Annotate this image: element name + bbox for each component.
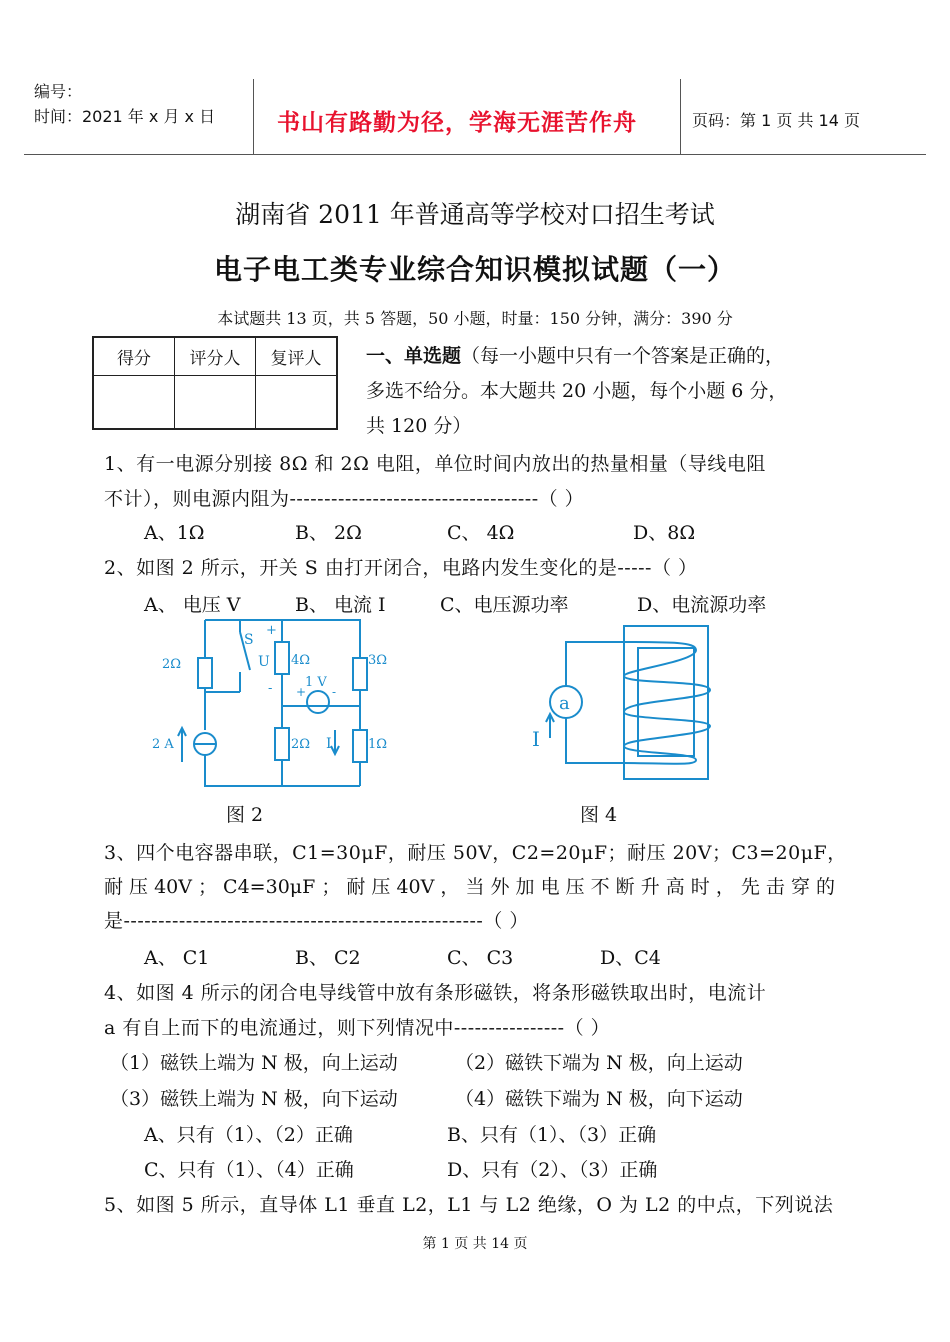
question-3-line3: 是----------------------------------------------------（ ） <box>104 910 529 932</box>
section1-title: 一、单选题 <box>366 345 462 367</box>
fig2-u-label: U <box>258 654 270 670</box>
question-1-line1: 1、有一电源分别接 8Ω 和 2Ω 电阻，单位时间内放出的热量相量（导线电阻 <box>104 453 766 475</box>
question-4-line1: 4、如图 4 所示的闭合电导线管中放有条形磁铁，将条形磁铁取出时，电流计 <box>104 982 767 1004</box>
exam-title-line2: 电子电工类专业综合知识模拟试题（一） <box>213 253 736 286</box>
motto: 书山有路勤为径，学海无涯苦作舟 <box>277 110 637 136</box>
q4-option-a[interactable]: A、只有（1）、（2）正确 <box>144 1124 353 1146</box>
time-label: 时间：2021 年 x 月 x 日 <box>34 107 216 126</box>
q3-option-b[interactable]: B、 C2 <box>295 947 361 969</box>
fig2-vsrc-minus: - <box>332 685 337 699</box>
fig2-isrc-label: 2 A <box>152 737 174 752</box>
fig2-minus-label: - <box>268 681 273 696</box>
q1-option-a[interactable]: A、1Ω <box>144 522 205 544</box>
header-bottom-rule <box>24 154 926 155</box>
fig2-r-mid-top-label: 4Ω <box>291 653 311 668</box>
reviewer-cell[interactable] <box>256 375 338 429</box>
score-table <box>92 336 338 430</box>
fig2-current-label: I <box>326 736 332 752</box>
fig2-r-mid-bot-label: 2Ω <box>291 737 311 752</box>
figure-4-solenoid <box>520 620 720 785</box>
figure-2-caption: 图 2 <box>226 804 264 826</box>
q3-option-c[interactable]: C、 C3 <box>447 947 514 969</box>
page-info: 页码：第 1 页 共 14 页 <box>692 111 860 130</box>
q2-option-b[interactable]: B、 电流 I <box>295 594 386 616</box>
q4-statement-3: （3）磁铁上端为 N 极，向下运动 <box>110 1088 398 1110</box>
question-3-line2: 耐 压 40V ； C4=30μF ； 耐 压 40V ， 当 外 加 电 压 不 断 升 高 时 ， 先 击 穿 的 <box>104 876 836 898</box>
header-divider-left <box>253 79 254 155</box>
fig2-r-right-bot-label: 1Ω <box>368 737 388 752</box>
q2-option-d[interactable]: D、电流源功率 <box>637 594 767 616</box>
q4-option-c[interactable]: C、只有（1）、（4）正确 <box>144 1159 354 1181</box>
figure-2-circuit <box>140 612 410 797</box>
section1-desc1: （每一小题中只有一个答案是正确的， <box>461 345 785 367</box>
grader-cell[interactable] <box>175 375 256 429</box>
q1-option-b[interactable]: B、 2Ω <box>295 522 362 544</box>
q4-statement-4: （4）磁铁下端为 N 极，向下运动 <box>455 1088 743 1110</box>
fig2-r-right-top-label: 3Ω <box>368 653 388 668</box>
header-divider-right <box>680 79 681 155</box>
serial-label: 编号： <box>34 82 83 101</box>
q4-statement-1: （1）磁铁上端为 N 极，向上运动 <box>110 1052 398 1074</box>
score-cell[interactable] <box>93 375 175 429</box>
fig4-current-label: I <box>532 727 540 751</box>
fig4-meter-label: a <box>559 693 570 714</box>
question-2-line1: 2、如图 2 所示，开关 S 由打开闭合，电路内发生变化的是-----（ ） <box>104 557 698 579</box>
q4-option-d[interactable]: D、只有（2）、（3）正确 <box>447 1159 658 1181</box>
fig2-vsrc-label: 1 V <box>305 675 327 690</box>
q4-statement-2: （2）磁铁下端为 N 极，向上运动 <box>455 1052 743 1074</box>
fig2-r-left-label: 2Ω <box>162 657 182 672</box>
question-5-line1: 5、如图 5 所示，直导体 L1 垂直 L2，L1 与 L2 绝缘，O 为 L2 的中点，下列说法 <box>104 1194 834 1216</box>
q3-option-a[interactable]: A、 C1 <box>144 947 210 969</box>
q2-option-c[interactable]: C、电压源功率 <box>440 594 569 616</box>
question-1-line2: 不计），则电源内阻为------------------------------------（ ） <box>104 488 585 510</box>
fig2-vsrc-plus: + <box>296 685 307 699</box>
score-header: 得分 <box>93 337 175 375</box>
exam-info: 本试题共 13 页，共 5 答题，50 小题，时量：150 分钟，满分：390 分 <box>217 309 733 328</box>
exam-title-line1: 湖南省 2011 年普通高等学校对口招生考试 <box>235 200 715 229</box>
q1-option-c[interactable]: C、 4Ω <box>447 522 515 544</box>
fig2-plus-label: + <box>266 623 277 638</box>
reviewer-header: 复评人 <box>256 337 338 375</box>
page-footer: 第 1 页 共 14 页 <box>422 1236 528 1252</box>
section1-intro <box>366 341 784 368</box>
question-3-line1: 3、四个电容器串联，C1=30μF，耐压 50V，C2=20μF；耐压 20V；C3=20μF， <box>104 842 847 864</box>
question-4-line2: a 有自上而下的电流通过，则下列情况中----------------（ ） <box>104 1017 611 1039</box>
figure-4-caption: 图 4 <box>580 804 618 826</box>
q3-option-d[interactable]: D、C4 <box>600 947 661 969</box>
q4-option-b[interactable]: B、只有（1）、（3）正确 <box>447 1124 657 1146</box>
section1-desc3: 共 120 分） <box>366 415 472 437</box>
fig2-switch-label: S <box>244 632 254 648</box>
q1-option-d[interactable]: D、8Ω <box>633 522 696 544</box>
grader-header: 评分人 <box>175 337 256 375</box>
q2-option-a[interactable]: A、 电压 V <box>144 594 241 616</box>
section1-desc2: 多选不给分。本大题共 20 小题，每个小题 6 分， <box>366 380 788 402</box>
